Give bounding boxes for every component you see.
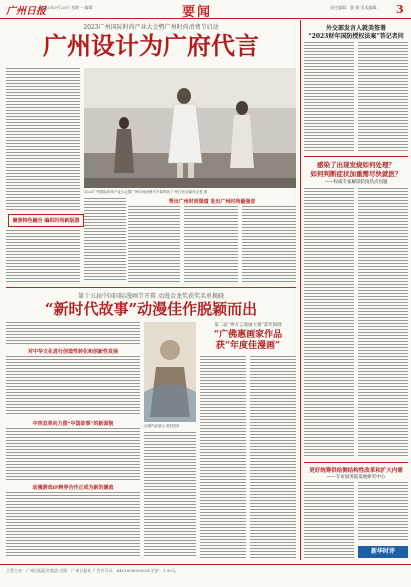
right-mid-body-1: [304, 188, 354, 458]
main-body-col-2: [84, 198, 126, 282]
right-bottom-kicker: ——专访国务院发展研究中心: [326, 475, 386, 480]
second-intro: [6, 322, 140, 344]
inner-feature: [200, 322, 296, 558]
right-bottom-body-1: [304, 482, 354, 558]
main-kicker: 2023广州国际时尚产业大会暨广州时尚消费节启动: [83, 24, 219, 31]
comic-photo-caption: 动漫作品展示 资料图片: [144, 424, 181, 428]
main-body-col-5: [242, 206, 296, 282]
right-bottom-body-2: [358, 482, 408, 542]
inner-body-1: [200, 356, 246, 558]
page-number: 3: [396, 3, 404, 16]
inner-headline-2: 获“年度佳漫画”: [215, 341, 281, 351]
footer-text: 主管主办：广州日报报业集团 出版：广州日报社 广告许可证：4401004000054 定价：1.50元: [6, 568, 176, 573]
right-top-body-2: [358, 42, 408, 152]
feature-box: [8, 214, 84, 227]
right-top-body-1: [304, 42, 354, 152]
second-body-3: [6, 492, 140, 558]
inner-kicker: 第二届“粤方言漫画大赛”获奖揭晓: [214, 323, 282, 328]
right-mid-kicker: ——权威专家解读防疫热点问题: [324, 180, 388, 185]
main-subhead-1: 秀出广州时尚渠道 发出广州时尚最强音: [168, 199, 256, 205]
right-rule-2: [304, 462, 408, 463]
right-bottom-headline: 更好统筹供给侧结构性改革和扩大内需: [309, 468, 403, 474]
main-body-col-4: [184, 206, 238, 282]
footer-rule: [0, 564, 411, 565]
comic-photo: [144, 322, 196, 422]
second-subhead-3: 动漫游戏IP跨界合作正成为新的潮流: [32, 485, 114, 491]
runway-photo: [84, 68, 296, 188]
main-body-col-1b: [6, 230, 80, 282]
second-subhead-2: 中西双单向力图“中国故事”的新面貌: [32, 421, 114, 427]
right-mid-headline-1: 感染了出现发烧如何处理？: [317, 161, 395, 169]
right-top-kicker: 外交部发言人就美签署: [325, 25, 386, 32]
runway-illustration: [84, 68, 296, 188]
masthead-date: 2023年9月25日 星期一 编辑：: [40, 5, 97, 10]
comic-illustration: [144, 322, 196, 422]
main-body-col-3: [128, 206, 180, 282]
second-body-1: [6, 356, 140, 416]
main-body-col-1: [6, 68, 80, 210]
column-divider: [300, 20, 301, 560]
right-mid-body-2: [358, 188, 408, 458]
box-title: 聚焦特色融合 编织时尚新版图: [12, 218, 80, 224]
section-title: 要闻: [182, 5, 213, 20]
second-kicker: 第十五届中国国际漫画节开幕 动漫金龙奖获奖名单揭晓: [78, 293, 224, 300]
second-body-2: [6, 428, 140, 480]
right-rule-1: [304, 156, 408, 157]
masthead-editor: 责任编辑：曹 娟 美术编辑：: [330, 5, 381, 10]
newspaper-logo: 广州日报: [6, 6, 46, 17]
main-headline: 广州设计为广府代言: [43, 31, 259, 60]
right-top-headline: “2023财年国防授权法案”答记者问: [308, 33, 404, 40]
second-story-rule: [6, 287, 296, 288]
commentary-badge: 新华时评: [358, 546, 408, 558]
second-body-4: [144, 432, 196, 558]
inner-headline-1: “广佛惠画家作品: [213, 330, 283, 340]
second-headline: “新时代故事”动漫佳作脱颖而出: [44, 300, 258, 318]
inner-body-2: [250, 356, 296, 558]
right-mid-headline-2: 如何判断症状加重需尽快就医？: [310, 170, 402, 178]
second-subhead-1: 对中华文化进行创造性转化和创新性发展: [27, 349, 118, 355]
runway-photo-caption: 2023广州国际时尚产业大会暨广州时尚消费节开幕现场 广州日报全媒体记者 摄: [84, 190, 208, 194]
